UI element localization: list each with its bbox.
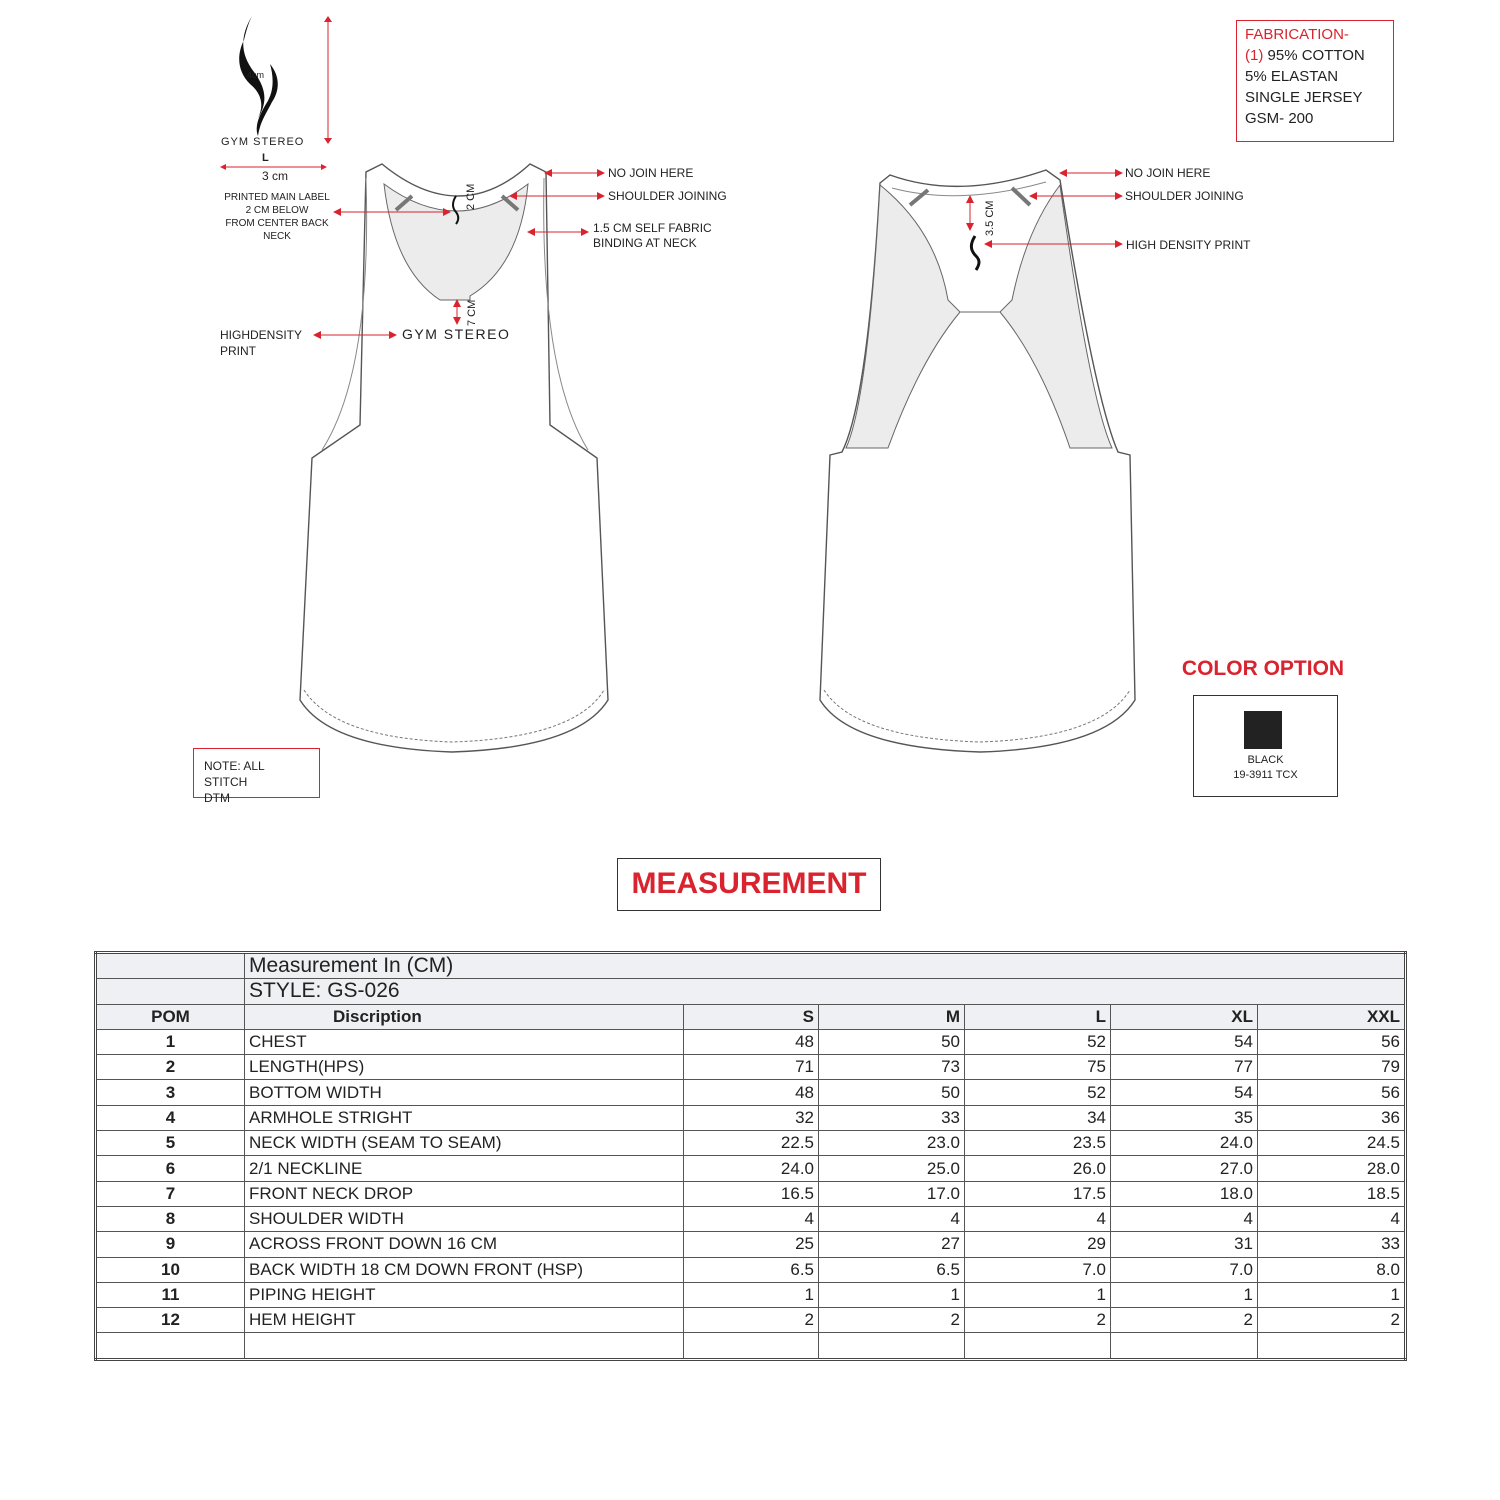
table-row	[96, 1055, 1406, 1080]
cell-description: ARMHOLE STRIGHT	[245, 1105, 684, 1130]
header-description: Discription	[245, 1004, 684, 1029]
fabrication-index: (1)	[1245, 47, 1264, 64]
fabrication-title: FABRICATION-	[1245, 26, 1349, 43]
swatch-label	[1194, 753, 1337, 783]
cell-size-xxl: 36	[1258, 1105, 1406, 1130]
main-label-line-3: FROM CENTER BACK	[225, 218, 329, 229]
header-size-xxl: XXL	[1258, 1004, 1406, 1029]
cell-pom: 4	[96, 1105, 245, 1130]
cell-pom: 2	[96, 1055, 245, 1080]
table-row	[96, 1282, 1406, 1307]
cell-description: FRONT NECK DROP	[245, 1181, 684, 1206]
logo-size-label: L	[262, 152, 269, 164]
empty-cell	[819, 1333, 965, 1359]
cell-size-s: 25	[684, 1232, 819, 1257]
chest-print-text: GYM STEREO	[402, 326, 511, 342]
cell-size-xxl: 56	[1258, 1080, 1406, 1105]
table-row	[96, 1131, 1406, 1156]
cell-description: PIPING HEIGHT	[245, 1282, 684, 1307]
measurement-table	[94, 951, 1407, 1361]
cell-pom: 5	[96, 1131, 245, 1156]
style-row	[96, 979, 1406, 1004]
cell-size-l: 75	[965, 1055, 1111, 1080]
cell-description: BOTTOM WIDTH	[245, 1080, 684, 1105]
table-row	[96, 1181, 1406, 1206]
front-binding-label-1: 1.5 CM SELF FABRIC	[593, 221, 712, 235]
main-label-line-1: PRINTED MAIN LABEL	[224, 192, 330, 203]
back-dim-3-5cm: 3.5 CM	[984, 200, 996, 236]
cell-size-m: 73	[819, 1055, 965, 1080]
empty-row	[96, 1333, 1406, 1359]
stitch-note-box	[193, 748, 320, 805]
unit-row-blank	[96, 953, 245, 979]
cell-size-xl: 54	[1111, 1029, 1258, 1054]
header-pom: POM	[96, 1004, 245, 1029]
high-density-label-2: PRINT	[220, 344, 256, 358]
stitch-note-line-1: NOTE: ALL STITCH	[204, 759, 265, 789]
cell-description: HEM HEIGHT	[245, 1308, 684, 1333]
table-row	[96, 1080, 1406, 1105]
cell-size-l: 23.5	[965, 1131, 1111, 1156]
cell-size-xl: 2	[1111, 1308, 1258, 1333]
cell-size-l: 52	[965, 1080, 1111, 1105]
unit-row	[96, 953, 1406, 979]
cell-size-s: 22.5	[684, 1131, 819, 1156]
color-option-title: COLOR OPTION	[1181, 657, 1345, 680]
back-no-join-label: NO JOIN HERE	[1125, 166, 1211, 180]
cell-pom: 7	[96, 1181, 245, 1206]
header-row	[96, 1004, 1406, 1029]
cell-size-l: 52	[965, 1029, 1111, 1054]
logo-width-label: 3 cm	[262, 169, 289, 183]
black-swatch	[1244, 711, 1282, 749]
cell-pom: 8	[96, 1206, 245, 1231]
front-binding-label-2: BINDING AT NECK	[593, 236, 697, 250]
cell-size-s: 6.5	[684, 1257, 819, 1282]
cell-size-xl: 77	[1111, 1055, 1258, 1080]
cell-description: BACK WIDTH 18 CM DOWN FRONT (HSP)	[245, 1257, 684, 1282]
cell-size-s: 71	[684, 1055, 819, 1080]
cell-size-xl: 35	[1111, 1105, 1258, 1130]
cell-size-xxl: 28.0	[1258, 1156, 1406, 1181]
cell-size-l: 29	[965, 1232, 1111, 1257]
empty-cell	[96, 1333, 245, 1359]
front-view-sketch	[300, 164, 608, 752]
cell-size-xl: 31	[1111, 1232, 1258, 1257]
swatch-code: 19-3911 TCX	[1233, 769, 1298, 781]
cell-size-l: 1	[965, 1282, 1111, 1307]
fabrication-line-4: GSM- 200	[1245, 110, 1314, 127]
front-dim-2cm: 2 CM	[465, 183, 477, 210]
cell-description: LENGTH(HPS)	[245, 1055, 684, 1080]
fabrication-line-1	[1245, 45, 1385, 66]
table-row	[96, 1105, 1406, 1130]
main-label-note	[216, 191, 338, 243]
style-row-blank	[96, 979, 245, 1004]
cell-size-s: 32	[684, 1105, 819, 1130]
cell-size-m: 2	[819, 1308, 965, 1333]
fabrication-line-2: 5% ELASTAN	[1245, 68, 1339, 85]
cell-pom: 12	[96, 1308, 245, 1333]
cell-size-xxl: 8.0	[1258, 1257, 1406, 1282]
main-label-line-2: 2 CM BELOW	[245, 205, 309, 216]
fabrication-cotton: 95% COTTON	[1267, 47, 1365, 64]
cell-size-xxl: 2	[1258, 1308, 1406, 1333]
cell-size-s: 2	[684, 1308, 819, 1333]
empty-cell	[684, 1333, 819, 1359]
cell-size-m: 17.0	[819, 1181, 965, 1206]
cell-size-m: 6.5	[819, 1257, 965, 1282]
cell-size-m: 4	[819, 1206, 965, 1231]
logo-height-label: 4cm	[247, 70, 265, 80]
table-row	[96, 1232, 1406, 1257]
main-label-line-4: NECK	[263, 231, 291, 242]
cell-size-l: 7.0	[965, 1257, 1111, 1282]
front-no-join-label: NO JOIN HERE	[608, 166, 694, 180]
header-size-l: L	[965, 1004, 1111, 1029]
table-row	[96, 1308, 1406, 1333]
cell-pom: 11	[96, 1282, 245, 1307]
cell-size-l: 2	[965, 1308, 1111, 1333]
cell-size-xl: 24.0	[1111, 1131, 1258, 1156]
cell-size-xl: 7.0	[1111, 1257, 1258, 1282]
cell-pom: 10	[96, 1257, 245, 1282]
table-row	[96, 1206, 1406, 1231]
cell-size-xxl: 18.5	[1258, 1181, 1406, 1206]
cell-size-m: 25.0	[819, 1156, 965, 1181]
table-row	[96, 1257, 1406, 1282]
cell-pom: 9	[96, 1232, 245, 1257]
header-size-xl: XL	[1111, 1004, 1258, 1029]
cell-size-xxl: 56	[1258, 1029, 1406, 1054]
high-density-label-1: HIGHDENSITY	[220, 328, 303, 342]
style-label: STYLE: GS-026	[245, 979, 1406, 1004]
empty-cell	[245, 1333, 684, 1359]
cell-size-l: 4	[965, 1206, 1111, 1231]
empty-cell	[965, 1333, 1111, 1359]
cell-size-l: 26.0	[965, 1156, 1111, 1181]
cell-description: NECK WIDTH (SEAM TO SEAM)	[245, 1131, 684, 1156]
front-dim-7cm: 7 CM	[466, 299, 478, 326]
cell-description: 2/1 NECKLINE	[245, 1156, 684, 1181]
cell-size-s: 16.5	[684, 1181, 819, 1206]
fabrication-box	[1236, 20, 1394, 142]
cell-size-xl: 18.0	[1111, 1181, 1258, 1206]
cell-size-xxl: 79	[1258, 1055, 1406, 1080]
cell-size-xxl: 33	[1258, 1232, 1406, 1257]
back-shoulder-joining-label: SHOULDER JOINING	[1125, 189, 1244, 203]
cell-size-xl: 27.0	[1111, 1156, 1258, 1181]
back-high-density-label: HIGH DENSITY PRINT	[1126, 238, 1251, 252]
cell-size-l: 34	[965, 1105, 1111, 1130]
cell-size-s: 24.0	[684, 1156, 819, 1181]
cell-pom: 1	[96, 1029, 245, 1054]
cell-size-xxl: 1	[1258, 1282, 1406, 1307]
cell-size-l: 17.5	[965, 1181, 1111, 1206]
cell-size-xl: 4	[1111, 1206, 1258, 1231]
table-row	[96, 1156, 1406, 1181]
cell-description: SHOULDER WIDTH	[245, 1206, 684, 1231]
header-size-s: S	[684, 1004, 819, 1029]
fabrication-line-3: SINGLE JERSEY	[1245, 89, 1363, 106]
cell-pom: 3	[96, 1080, 245, 1105]
cell-size-m: 33	[819, 1105, 965, 1130]
cell-size-s: 4	[684, 1206, 819, 1231]
cell-description: ACROSS FRONT DOWN 16 CM	[245, 1232, 684, 1257]
logo-wordmark: GYM STEREO	[221, 136, 305, 148]
table-row	[96, 1029, 1406, 1054]
unit-label: Measurement In (CM)	[245, 953, 1406, 979]
cell-size-xl: 54	[1111, 1080, 1258, 1105]
cell-size-m: 27	[819, 1232, 965, 1257]
cell-size-s: 1	[684, 1282, 819, 1307]
color-swatch-card	[1193, 695, 1338, 797]
swatch-name: BLACK	[1247, 754, 1284, 766]
cell-size-s: 48	[684, 1080, 819, 1105]
cell-size-xl: 1	[1111, 1282, 1258, 1307]
header-size-m: M	[819, 1004, 965, 1029]
empty-cell	[1258, 1333, 1406, 1359]
front-shoulder-joining-label: SHOULDER JOINING	[608, 189, 727, 203]
back-view-sketch	[820, 170, 1135, 752]
cell-size-m: 23.0	[819, 1131, 965, 1156]
cell-size-xxl: 4	[1258, 1206, 1406, 1231]
cell-size-s: 48	[684, 1029, 819, 1054]
cell-size-m: 1	[819, 1282, 965, 1307]
cell-size-m: 50	[819, 1029, 965, 1054]
cell-description: CHEST	[245, 1029, 684, 1054]
stitch-note-line-2: DTM	[204, 791, 230, 805]
cell-pom: 6	[96, 1156, 245, 1181]
empty-cell	[1111, 1333, 1258, 1359]
measurement-title: MEASUREMENT	[617, 858, 881, 911]
cell-size-m: 50	[819, 1080, 965, 1105]
cell-size-xxl: 24.5	[1258, 1131, 1406, 1156]
